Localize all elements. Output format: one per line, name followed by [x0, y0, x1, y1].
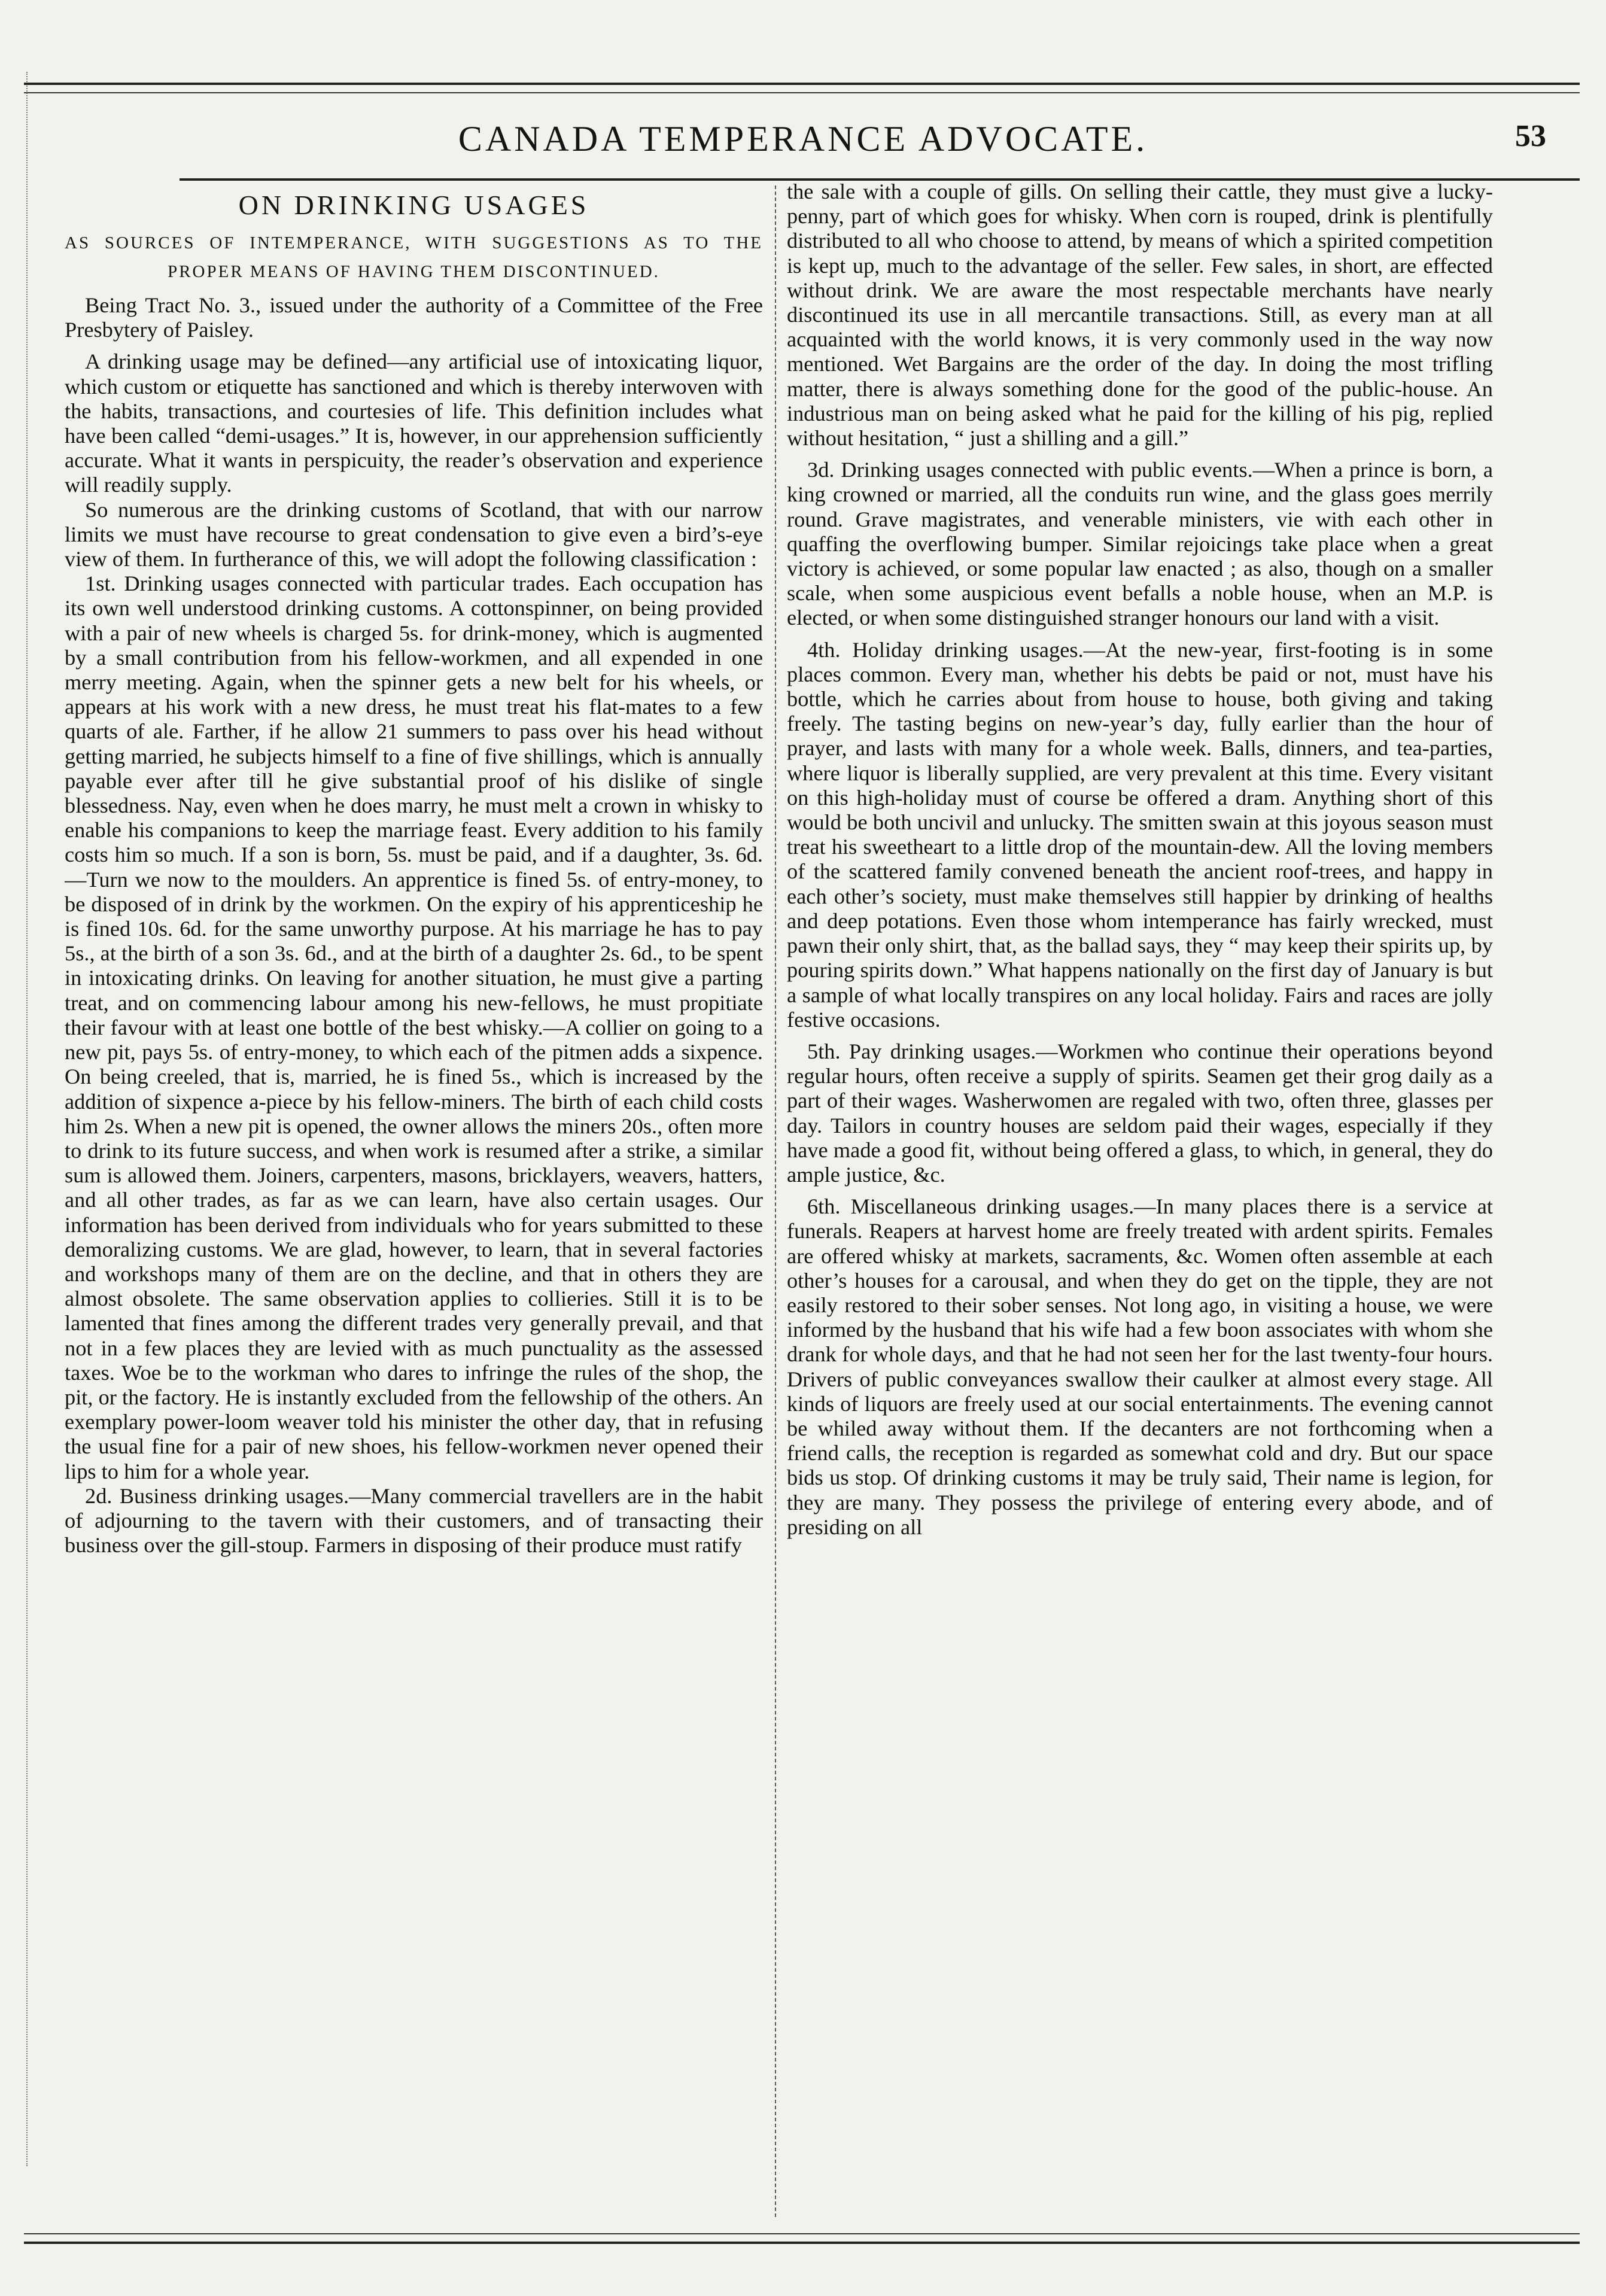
- left-column: [65, 180, 763, 2214]
- top-rule-thin: [24, 92, 1580, 93]
- column-divider: [775, 185, 776, 2217]
- page-header: [36, 109, 1570, 169]
- page-number: 53: [1515, 119, 1546, 153]
- paragraph: A drinking usage may be defined—any artificial use of intoxicating liquor, which custom or etiquette has sanctioned and which is thereby interwoven with the habits, transactions, and courtesies of life. This definition includes what have been called “demi-usages.” It is, however, in our apprehension sufficiently accurate. What it wants in perspicuity, the reader’s observation and experience will readily supply.: [65, 349, 763, 497]
- paragraph: 5th. Pay drinking usages.—Workmen who continue their operations beyond regular hours, often receive a supply of spirits. Seamen get their grog daily as a part of their wages. Washerwomen are regaled with two, often three, glasses per day. Tailors in country houses are seldom paid their wages, especially if they have made a good fit, without being offered a glass, to which, in general, they do ample justice, &c.: [787, 1039, 1493, 1187]
- bottom-rule: [24, 2242, 1580, 2244]
- right-column: [787, 180, 1493, 2214]
- bottom-rule-thin: [24, 2233, 1580, 2234]
- article-title: ON DRINKING USAGES: [238, 190, 589, 220]
- paragraph: 4th. Holiday drinking usages.—At the new-year, first-footing is in some places common. Every man, whether his debts be paid or not, must have his bottle, which he carries about from house to house, both giving and taking freely. The tasting begins on new-year’s day, fully earlier than the hour of prayer, and lasts with many for a whole week. Balls, dinners, and tea-parties, where liquor is liberally supplied, are very prevalent at this time. Every visitant on this high-holiday must of course be offered a dram. Anything short of this would be both uncivil and unlucky. The smitten swain at this joyous season must treat his sweetheart to a little drop of the mountain-dew. All the loving members of the scattered family convened beneath the ancient roof-trees, and happy in each other’s society, must make themselves still happier by drinking of healths and deep potations. Even those whom intemperance has fairly wrecked, must pawn their only shirt, that, as the ballad says, they “ may keep their spirits up, by pouring spirits down.” What happens nationally on the first day of January is but a sample of what locally transpires on any local holiday. Fairs and races are jolly festive occasions.: [787, 637, 1493, 1032]
- paragraph: 1st. Drinking usages connected with particular trades. Each occupation has its own well understood drinking customs. A cottonspinner, on being provided with a pair of new wheels is charged 5s. for drink-money, which is augmented by a small contribution from his fellow-workmen, and all expended in one merry meeting. Again, when the spinner gets a new belt for his wheels, or appears at his work with a new dress, he must treat his flat-mates to a few quarts of ale. Farther, if he allow 21 summers to pass over his head without getting married, he subjects himself to a fine of five shillings, which is annually payable ever after till he give substantial proof of his dislike of single blessedness. Nay, even when he does marry, he must melt a crown in whisky to enable his companions to keep the marriage feast. Every addition to his family costs him so much. If a son is born, 5s. must be paid, and if a daughter, 3s. 6d.—Turn we now to the moulders. An apprentice is fined 5s. of entry-money, to be disposed of in drink by the workmen. On the expiry of his apprenticeship he is fined 10s. 6d. for the same unworthy purpose. At his marriage he has to pay 5s., at the birth of a son 3s. 6d., and at the birth of a daughter 2s. 6d., to be spent in intoxicating drinks. On leaving for another situation, he must give a parting treat, and on commencing labour among his new-fellows, he must propitiate their favour with at least one bottle of the best whisky.—A collier on going to a new pit, pays 5s. of entry-money, to which each of the pitmen adds a sixpence. On being creeled, that is, married, he is fined 5s., which is increased by the addition of sixpence a-piece by his fellow-miners. The birth of each child costs him 2s. When a new pit is opened, the owner allows the miners 20s., often more to drink to its future success, and when work is resumed after a strike, a similar sum is allowed them. Joiners, carpenters, masons, bricklayers, weavers, hatters, and all other trades, as far as we can learn, have also certain usages. Our information has been derived from individuals who for years submitted to these demoralizing customs. We are glad, however, to learn, that in several factories and workshops many of them are on the decline, and that in others they are almost obsolete. The same observation applies to collieries. Still it is to be lamented that fines among the different trades very generally prevail, and that not in a few places they are levied with as much punctuality as the assessed taxes. Woe be to the workman who dares to infringe the rules of the shop, the pit, or the factory. He is instantly excluded from the fellowship of the others. An exemplary power-loom weaver told his minister the other day, that in refusing the usual fine for a pair of new shoes, his fellow-workmen never opened their lips to him for a whole year.: [65, 571, 763, 1483]
- article-subtitle: AS SOURCES OF INTEMPERANCE, WITH SUGGESTIONS AS TO THE PROPER MEANS OF HAVING THEM DISCONTINUED.: [65, 233, 763, 281]
- paragraph: So numerous are the drinking customs of Scotland, that with our narrow limits we must have recourse to great condensation to give even a bird’s-eye view of them. In furtherance of this, we will adopt the following classification :: [65, 497, 763, 571]
- paragraph: 2d. Business drinking usages.—Many commercial travellers are in the habit of adjourning to the tavern with their customers, and of transacting their business over the gill-stoup. Farmers in disposing of their produce must ratify: [65, 1483, 763, 1558]
- margin-mark: [26, 72, 28, 2166]
- paragraph: 3d. Drinking usages connected with public events.—When a prince is born, a king crowned or married, all the conduits run wine, and the glass goes merrily round. Grave magistrates, and venerable ministers, vie with each other in quaffing the overflowing bumper. Similar rejoicings take place when a great victory is achieved, or some popular law enacted ; as also, though on a smaller scale, when some auspicious event befalls a noble house, when an M.P. is elected, or when some distinguished stranger honours our land with a visit.: [787, 458, 1493, 630]
- paragraph: the sale with a couple of gills. On selling their cattle, they must give a lucky-penny, part of which goes for whisky. When corn is rouped, drink is plentifully distributed to all who choose to attend, by means of which a spirited competition is kept up, much to the advantage of the seller. Few sales, in short, are effected without drink. We are aware the most respectable merchants have nearly discontinued its use in all mercantile transactions. Still, as every man at all acquainted with the world knows, it is very commonly used in the way now mentioned. Wet Bargains are the order of the day. In doing the most trifling matter, there is always something done for the good of the public-house. An industrious man on being asked what he paid for the killing of his pig, replied without hesitation, “ just a shilling and a gill.”: [787, 180, 1493, 451]
- paragraph: 6th. Miscellaneous drinking usages.—In many places there is a service at funerals. Reapers at harvest home are freely treated with ardent spirits. Females are offered whisky at markets, sacraments, &c. Women often assemble at each other’s houses for a carousal, and when they do get on the tipple, they are not easily restored to their sober senses. Not long ago, in visiting a house, we were informed by the husband that his wife had a few boon associates with whom she drank for whole days, and that he had not seen her for the last twenty-four hours. Drivers of public conveyances swallow their caulker at almost every stage. All kinds of liquors are freely used at our social entertainments. The evening cannot be whiled away without them. If the decanters are not forthcoming when a friend calls, the reception is regarded as somewhat cold and dry. But our space bids us stop. Of drinking customs it may be truly said, Their name is legion, for they are many. They possess the privilege of entering every abode, and of presiding on all: [787, 1194, 1493, 1539]
- newspaper-title: CANADA TEMPERANCE ADVOCATE.: [458, 118, 1148, 159]
- top-rule: [24, 83, 1580, 85]
- paragraph: Being Tract No. 3., issued under the authority of a Committee of the Free Presbytery of Paisley.: [65, 293, 763, 342]
